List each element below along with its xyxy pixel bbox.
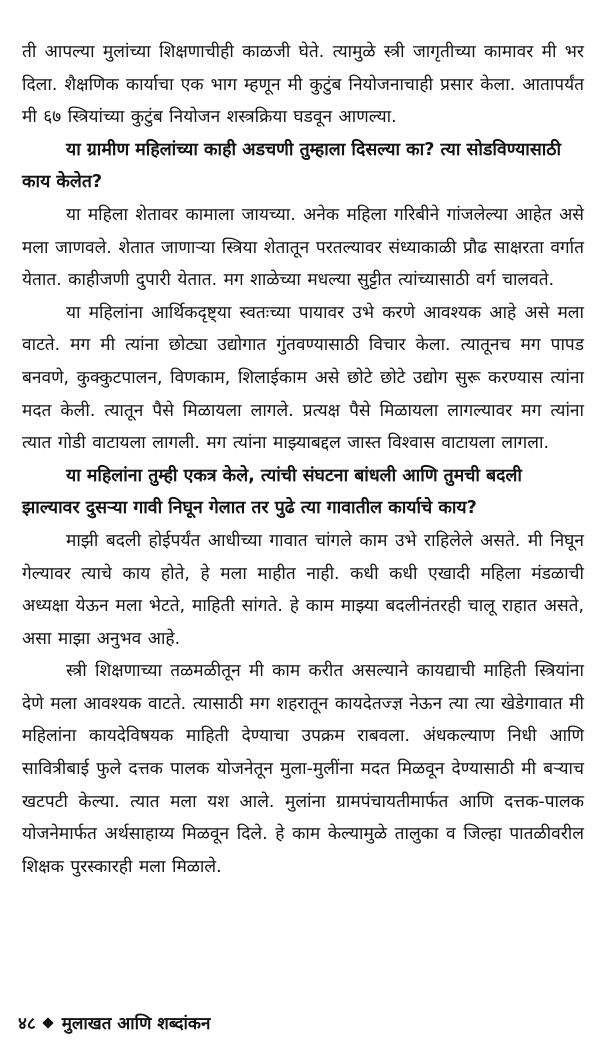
page-number: ४८	[18, 1014, 36, 1034]
page-footer	[18, 1012, 210, 1036]
page-body	[22, 36, 584, 883]
book-title: मुलाखत आणि शब्दांकन	[61, 1014, 211, 1034]
interview-question-1: या ग्रामीण महिलांच्या काही अडचणी तुम्हाला दिसल्या का? त्या सोडविण्यासाठी काय केलेत?	[22, 139, 562, 193]
paragraph-3: या महिलांना आर्थिकदृष्ट्या स्वतःच्या पायावर उभे करणे आवश्यक आहे असे मला वाटते. मग मी त्यांना छोट्या उद्योगात गुंतवण्यासाठी विचार केला. त्यातूनच मग पापड बनवणे, कुक्कुटपालन, विणकाम, शिलाईकाम असे छोटे छोटे उद्योग सुरू करण्यास त्यांना मदत केली. त्यातून पैसे मिळायला लागले. प्रत्यक्ष पैसे मिळायला लागल्यावर मग त्यांना त्यात गोडी वाटायला लागली. मग त्यांना माझ्याबद्दल जास्त विश्वास वाटायला लागला.	[22, 302, 584, 454]
interview-question-2: या महिलांना तुम्ही एकत्र केले, त्यांची संघटना बांधली आणि तुमची बदली झाल्यावर दुसऱ्या गावी निघून गेलात तर पुढे त्या गावातील कार्याचे काय?	[22, 465, 522, 519]
paragraph-1: ती आपल्या मुलांच्या शिक्षणाचीही काळजी घेते. त्यामुळे स्त्री जागृतीच्या कामावर मी भर दिला. शैक्षणिक कार्याचा एक भाग म्हणून मी कुटुंब नियोजनाचाही प्रसार केला. आतापर्यंत मी ६७ स्त्रियांच्या कुटुंब नियोजन शस्त्रक्रिया घडवून आणल्या.	[22, 42, 584, 128]
diamond-bullet-icon	[42, 1017, 53, 1028]
paragraph-5: स्त्री शिक्षणाच्या तळमळीतून मी काम करीत असल्याने कायद्याची माहिती स्त्रियांना देणे मला आवश्यक वाटते. त्यासाठी मग शहरातून कायदेतज्ज्ञ नेऊन त्या त्या खेडेगावात मी महिलांना कायदेविषयक माहिती देण्याचा उपक्रम राबवला. अंधकल्याण निधी आणि सावित्रीबाई फुले दत्तक पालक योजनेतून मुला-मुलींना मदत मिळवून देण्यासाठी मी बऱ्याच खटपटी केल्या. त्यात मला यश आले. मुलांना ग्रामपंचायतीमार्फत आणि दत्तक-पालक योजनेमार्फत अर्थसाहाय्य मिळवून दिले. हे काम केल्यामुळे तालुका व जिल्हा पातळीवरील शिक्षक पुरस्कारही मला मिळाले.	[22, 661, 584, 877]
paragraph-2: या महिला शेतावर कामाला जायच्या. अनेक महिला गरिबीने गांजलेल्या आहेत असे मला जाणवले. शेतात जाणाऱ्या स्त्रिया शेतातून परतल्यावर संध्याकाळी प्रौढ साक्षरता वर्गात येतात. काहीजणी दुपारी येतात. मग शाळेच्या मधल्या सुट्टीत त्यांच्यासाठी वर्ग चालवते.	[22, 204, 584, 291]
paragraph-4: माझी बदली होईपर्यंत आधीच्या गावात चांगले काम उभे राहिलेले असते. मी निघून गेल्यावर त्याचे काय होते, हे मला माहीत नाही. कधी कधी एखादी महिला मंडळाची अध्यक्षा येऊन मला भेटते, माहिती सांगते. हे काम माझ्या बदलीनंतरही चालू राहात असते, असा माझा अनुभव आहे.	[22, 530, 584, 649]
